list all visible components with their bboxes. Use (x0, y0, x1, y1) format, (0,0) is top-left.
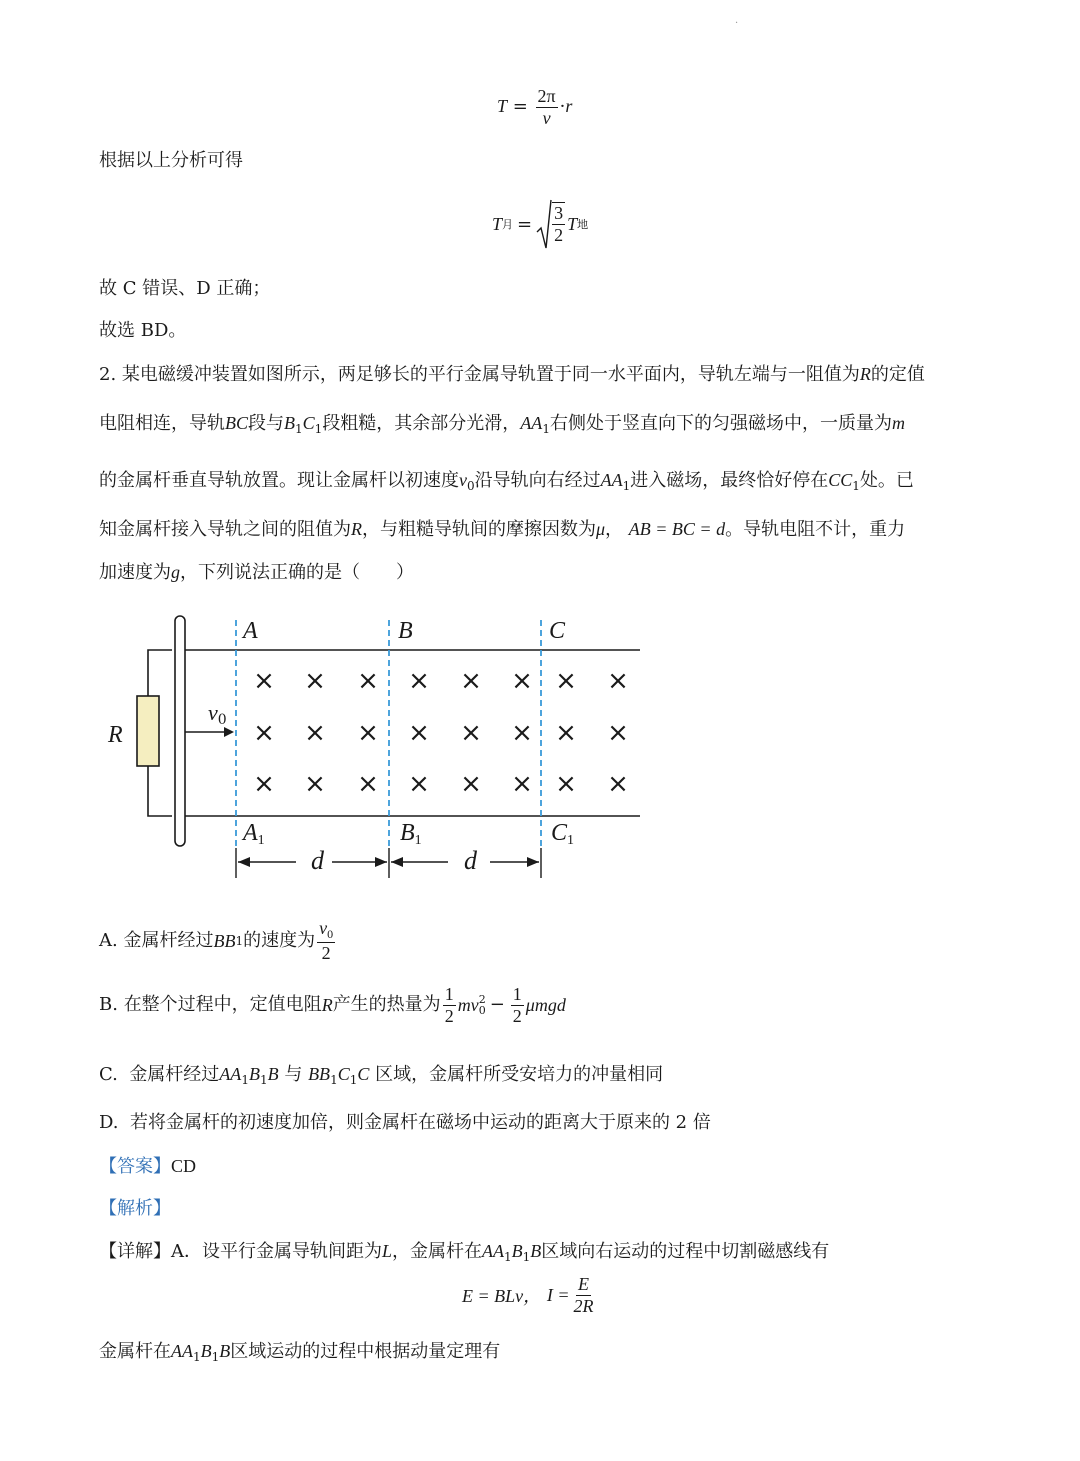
subscript: 1 (211, 1350, 220, 1364)
option-B[interactable] (99, 984, 566, 1026)
choose-line: 故选 BD。 (99, 320, 187, 341)
option-text: 产生的热量为 (332, 994, 441, 1016)
answer-line (99, 1153, 196, 1180)
v-symbol: v (208, 700, 218, 725)
question-text: 右侧处于竖直向下的匀强磁场中，一质量为 (549, 413, 892, 434)
cross-icon: × (253, 666, 275, 696)
label-B: B (398, 618, 413, 644)
option-text: 金属杆经过 (123, 929, 214, 951)
subscript: 0 (467, 479, 475, 493)
subscript: 1 (852, 479, 860, 493)
option-fraction (511, 984, 524, 1026)
analysis-line: 根据以上分析可得 (99, 150, 243, 171)
super-sub (479, 994, 486, 1016)
question-var: BC (225, 413, 249, 433)
subscript: 1 (330, 1073, 338, 1087)
question-var: CC (828, 470, 853, 490)
cross-icon: × (304, 718, 326, 748)
option-C[interactable] (99, 1061, 663, 1093)
detail-var: B (511, 1241, 523, 1261)
subscript: 1 (522, 1250, 531, 1264)
option-prefix: C. (99, 1064, 118, 1085)
last-line-var: AA (171, 1341, 193, 1361)
question-var: v (459, 470, 467, 490)
question-text: 知金属杆接入导轨之间的阻值为 (99, 519, 351, 540)
fraction-numerator: 2π (537, 86, 556, 106)
subscript: 1 (504, 1250, 512, 1264)
question-line-3 (99, 467, 914, 499)
question-text: 的金属杆垂直导轨放置。现让金属杆以初速度 (99, 470, 459, 491)
arrow-right-icon (527, 857, 539, 867)
detail-var: B (530, 1241, 542, 1261)
label-d-2: d (464, 846, 477, 875)
option-var: C (337, 1064, 350, 1084)
last-line-var: B (219, 1341, 231, 1361)
option-prefix: A. (99, 929, 118, 951)
answer-value: CD (171, 1156, 197, 1176)
question-text: 电阻相连，导轨 (99, 413, 225, 434)
option-var: mv (457, 995, 479, 1016)
subscript: 1 (257, 833, 265, 848)
question-text: 加速度为 (99, 562, 171, 583)
radical-fraction (552, 202, 565, 245)
conclusion-line: 故 C 错误、D 正确； (99, 278, 271, 299)
fraction-numerator (317, 918, 335, 943)
label-A1 (243, 820, 265, 849)
cross-icon: × (607, 666, 629, 696)
question-line-4 (99, 516, 905, 543)
formula-var: T (492, 213, 503, 234)
question-equation: AB = BC = d (628, 519, 726, 539)
cross-icon: × (408, 769, 430, 799)
question-var: AA (520, 413, 543, 433)
cross-icon: × (607, 718, 629, 748)
detail-line (99, 1238, 829, 1270)
last-line-text: 区域运动的过程中根据动量定理有 (230, 1341, 501, 1362)
minus-sign: − (489, 994, 505, 1016)
question-text: 进入磁场，最终恰好停在 (630, 470, 829, 491)
option-prefix: D. (99, 1112, 119, 1133)
cross-icon: × (511, 666, 533, 696)
cross-icon: × (555, 718, 577, 748)
option-var: R (321, 995, 333, 1016)
formula-var: T (567, 213, 578, 234)
subscript: 0 (478, 1004, 486, 1018)
superscript: 2 (478, 993, 486, 1007)
subscript: 1 (567, 833, 575, 848)
cross-icon: × (408, 666, 430, 696)
subscript: 1 (314, 422, 323, 436)
formula-var: r (565, 96, 573, 117)
label-R: R (108, 722, 123, 748)
last-line-var: B (200, 1341, 212, 1361)
detail-var: L (382, 1241, 393, 1261)
subscript: 1 (259, 1073, 268, 1087)
cross-icon: × (304, 666, 326, 696)
detail-text: A．设平行金属导轨间距为 (171, 1241, 382, 1262)
answer-label: 【答案】 (99, 1156, 171, 1177)
label-d-1: d (311, 846, 324, 875)
label-letter: A (243, 820, 258, 846)
fraction-denominator: 2 (321, 942, 331, 963)
detail-text: ，金属杆在 (392, 1241, 483, 1262)
fraction-denominator: 2 (554, 225, 564, 245)
cross-icon: × (511, 718, 533, 748)
option-var: AA (219, 1064, 242, 1084)
analysis-label: 【解析】 (99, 1198, 171, 1219)
question-var: g (171, 562, 180, 582)
formula-moon-period: T 月 = $\frac{3}{2}$ T 地 (492, 198, 588, 250)
formula-text: E = BLv， (462, 1286, 542, 1307)
magnetic-field-crosses (253, 666, 629, 799)
header-dot: · (735, 18, 739, 29)
detail-var: AA (482, 1241, 505, 1261)
option-text: 与 (284, 1064, 303, 1085)
label-letter: C (551, 820, 568, 846)
question-text: 。导轨电阻不计，重力 (725, 519, 906, 540)
subscript: 1 (349, 1073, 358, 1087)
fraction-numerator: 3 (554, 203, 564, 224)
option-var: BB (213, 930, 236, 951)
wire-top (148, 650, 172, 696)
cross-icon: × (460, 769, 482, 799)
question-line-2 (99, 410, 905, 442)
question-text: 沿导轨向右经过 (474, 470, 601, 491)
subscript: 1 (235, 933, 244, 948)
fraction-numerator: E (578, 1274, 590, 1294)
option-var: BB (308, 1064, 331, 1084)
question-text: ，与粗糙导轨间的摩擦因数为 (362, 519, 596, 540)
question-text: ，下列说法正确的是（ ） (180, 562, 414, 583)
last-line (99, 1338, 500, 1370)
label-C: C (549, 618, 566, 644)
question-var: μ (596, 519, 606, 539)
cross-icon: × (511, 769, 533, 799)
detail-text: 区域向右运动的过程中切割磁感线有 (541, 1241, 830, 1262)
question-var: R (351, 519, 362, 539)
subscript: 0 (217, 712, 227, 728)
arrow-head-icon (224, 727, 234, 737)
formula-fraction (572, 1274, 596, 1316)
option-var: μmgd (525, 995, 566, 1016)
v-symbol: v (319, 918, 328, 938)
wire-bottom (148, 766, 172, 816)
formula-subscript: 地 (577, 218, 589, 231)
subscript: 1 (193, 1350, 201, 1364)
subscript: 1 (622, 479, 631, 493)
option-prefix: B. (99, 994, 118, 1016)
subscript: 1 (414, 833, 422, 848)
question-var: B (284, 413, 296, 433)
option-fraction (443, 984, 456, 1026)
cross-icon: × (304, 769, 326, 799)
formula-fraction (536, 86, 558, 128)
label-B1 (400, 820, 422, 849)
option-var: B (248, 1064, 260, 1084)
question-line-5 (99, 559, 414, 586)
arrow-right-icon (375, 857, 387, 867)
rail-diagram (100, 610, 660, 890)
label-A: A (243, 618, 258, 644)
question-text: 某电磁缓冲装置如图所示，两足够长的平行金属导轨置于同一水平面内，导轨左端与一阻值为 (121, 364, 860, 385)
subscript: 1 (241, 1073, 249, 1087)
cross-icon: × (555, 769, 577, 799)
question-var: AA (600, 470, 623, 490)
metal-rod (175, 616, 185, 846)
cross-icon: × (357, 718, 379, 748)
cross-icon: × (253, 769, 275, 799)
cross-icon: × (555, 666, 577, 696)
formula-emf (462, 1274, 598, 1316)
fraction-denominator: 2 (444, 1005, 454, 1026)
option-var: B (267, 1064, 279, 1084)
question-text: 段与 (248, 413, 285, 434)
fraction-denominator: 2R (573, 1295, 594, 1316)
formula-subscript: 月 (502, 218, 514, 231)
cross-icon: × (607, 769, 629, 799)
formula-period: T = $\frac{2\pi}{v}$ ·r (497, 86, 573, 128)
resistor (137, 696, 159, 766)
cross-icon: × (460, 666, 482, 696)
question-text: 处。已 (859, 470, 914, 491)
fraction-numerator: 1 (512, 984, 522, 1004)
label-v0 (208, 700, 227, 728)
formula-var: T (497, 96, 508, 117)
option-text: 金属杆经过 (129, 1064, 220, 1085)
cross-icon: × (460, 718, 482, 748)
sqrt-icon (536, 198, 552, 250)
cross-icon: × (408, 718, 430, 748)
last-line-text: 金属杆在 (99, 1341, 171, 1362)
fraction-denominator: 2 (512, 1005, 522, 1026)
option-text: 的速度为 (243, 929, 316, 951)
subscript: 1 (295, 422, 303, 436)
subscript: 1 (542, 422, 550, 436)
option-text: 若将金属杆的初速度加倍，则金属杆在磁场中运动的距离大于原来的 2 倍 (129, 1112, 711, 1133)
option-text: 在整个过程中，定值电阻 (123, 994, 322, 1016)
question-var: C (302, 413, 315, 433)
cross-icon: × (253, 718, 275, 748)
cross-icon: × (357, 666, 379, 696)
fraction-numerator: 1 (444, 984, 454, 1004)
question-text: 段粗糙，其余部分光滑， (322, 413, 521, 434)
question-var: R (859, 364, 871, 384)
option-D[interactable] (99, 1110, 711, 1136)
question-number: 2. (99, 364, 117, 385)
fraction-denominator: v (542, 107, 551, 128)
question-var: m (891, 413, 905, 433)
question-text: 的定值 (870, 364, 925, 385)
question-line-1 (99, 361, 925, 388)
option-var: C (357, 1064, 370, 1084)
option-text: 区域，金属杆所受安培力的冲量相同 (375, 1064, 664, 1085)
detail-label: 【详解】 (99, 1241, 171, 1262)
question-text: ， (605, 519, 624, 540)
cross-icon: × (357, 769, 379, 799)
option-fraction (317, 918, 335, 963)
label-letter: B (400, 820, 415, 846)
option-A[interactable] (99, 918, 337, 963)
arrow-left-icon (238, 857, 250, 867)
formula-text: I = (546, 1284, 570, 1305)
label-C1 (551, 820, 574, 849)
subscript: 0 (327, 927, 334, 941)
